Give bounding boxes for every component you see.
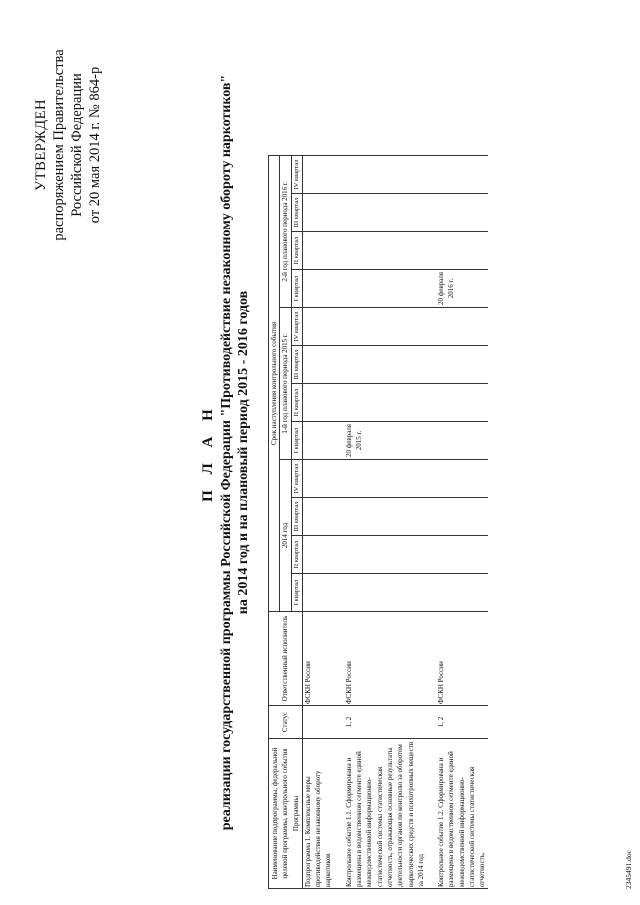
row-date-cell bbox=[334, 536, 426, 574]
approval-line: от 20 мая 2014 г. № 864-р bbox=[87, 66, 103, 224]
row-date-cell bbox=[302, 346, 333, 384]
row-date-cell bbox=[426, 194, 487, 232]
row-date-cell bbox=[426, 498, 487, 536]
row-date-cell bbox=[334, 194, 426, 232]
row-date-cell bbox=[302, 232, 333, 270]
plan-subtitle-line: реализации государственной программы Российской Федерации "Противодействие незаконному обороту наркотиков" bbox=[219, 74, 234, 831]
row-date-cell bbox=[302, 270, 333, 308]
quarter-header: II квартал bbox=[291, 232, 302, 270]
row-date-cell bbox=[426, 536, 487, 574]
row-status-cell bbox=[302, 706, 333, 739]
row-date-cell bbox=[302, 384, 333, 422]
quarter-header: III квартал bbox=[291, 498, 302, 536]
row-date-cell bbox=[334, 308, 426, 346]
row-date-cell bbox=[302, 498, 333, 536]
row-name-cell: Подпрограмма 1. Комплексные меры противодействия незаконному обороту наркотиков bbox=[302, 739, 333, 889]
plan-subtitle-line: на 2014 год и на плановый период 2015 - 2016 годов bbox=[236, 290, 251, 615]
row-date-cell bbox=[302, 536, 333, 574]
row-date-cell bbox=[426, 574, 487, 612]
row-date-cell bbox=[302, 460, 333, 498]
row-executor-cell: ФСКН России bbox=[302, 612, 333, 706]
quarter-header: IV квартал bbox=[291, 156, 302, 194]
plan-table-body bbox=[302, 156, 487, 889]
quarter-header: I квартал bbox=[291, 422, 302, 460]
quarter-header: I квартал bbox=[291, 270, 302, 308]
row-date-cell bbox=[334, 574, 426, 612]
row-date-cell bbox=[426, 232, 487, 270]
row-date-cell bbox=[334, 232, 426, 270]
row-status-cell: 1, 2 bbox=[334, 706, 426, 739]
row-date-cell bbox=[334, 346, 426, 384]
header-status: Статус bbox=[269, 706, 303, 739]
approval-heading: УТВЕРЖДЕН bbox=[33, 99, 49, 191]
header-year-2015: 1-й год планового периода 2015 г. bbox=[280, 308, 291, 460]
row-date-cell bbox=[334, 384, 426, 422]
plan-table bbox=[268, 155, 488, 889]
quarter-header: III квартал bbox=[291, 346, 302, 384]
row-date-cell bbox=[302, 156, 333, 194]
row-date-cell bbox=[426, 384, 487, 422]
row-date-cell bbox=[302, 422, 333, 460]
row-date-cell bbox=[334, 156, 426, 194]
row-date-cell bbox=[334, 498, 426, 536]
quarter-header: IV квартал bbox=[291, 460, 302, 498]
row-executor-cell: ФСКН России bbox=[426, 612, 487, 706]
row-date-cell bbox=[426, 346, 487, 384]
table-row bbox=[426, 156, 487, 889]
header-name: Наименование подпрограммы, федеральной целевой программы, контрольного события Программы bbox=[269, 739, 303, 889]
row-date-cell bbox=[302, 574, 333, 612]
row-date-cell bbox=[302, 194, 333, 232]
row-date-cell bbox=[302, 308, 333, 346]
header-year-2014: 2014 год bbox=[280, 460, 291, 612]
header-executor: Ответственный исполнитель bbox=[269, 612, 303, 706]
approval-line: Российской Федерации bbox=[69, 73, 85, 217]
quarter-header: II квартал bbox=[291, 536, 302, 574]
row-date-cell bbox=[426, 156, 487, 194]
row-date-cell bbox=[426, 460, 487, 498]
plan-title: П Л А Н bbox=[200, 403, 216, 502]
header-deadline: Срок наступления контрольного события bbox=[269, 156, 280, 612]
quarter-header: IV квартал bbox=[291, 308, 302, 346]
row-name-cell: Контрольное событие 1.1. Сформирована и размещена в ведомственном сегменте единой межведомственной информационно-статистической системы статистическая отчетность, отражающая основные результаты деятельности органов по контролю за оборотом наркотических средств и психотропных веществ за 2014 год bbox=[334, 739, 426, 889]
table-row bbox=[334, 156, 426, 889]
quarter-header: I квартал bbox=[291, 574, 302, 612]
row-date-cell: 20 февраля 2015 г. bbox=[334, 422, 426, 460]
approval-stamp bbox=[32, 45, 104, 245]
plan-subtitle bbox=[218, 60, 252, 845]
row-date-cell bbox=[334, 270, 426, 308]
approval-line: распоряжением Правительства bbox=[51, 49, 67, 241]
row-executor-cell: ФСКН России bbox=[334, 612, 426, 706]
quarter-header: II квартал bbox=[291, 384, 302, 422]
header-year-2016: 2-й год планового периода 2016 г. bbox=[280, 156, 291, 308]
row-name-cell: Контрольное событие 1.2. Сформирована и размещена в ведомственном сегменте единой межведомственной информационно-статистической системы статистическая отчетность, bbox=[426, 739, 487, 889]
row-date-cell bbox=[334, 460, 426, 498]
row-date-cell bbox=[426, 422, 487, 460]
table-row bbox=[302, 156, 333, 889]
quarter-header: III квартал bbox=[291, 194, 302, 232]
row-date-cell: 20 февраля 2016 г. bbox=[426, 270, 487, 308]
row-status-cell: 1, 2 bbox=[426, 706, 487, 739]
row-date-cell bbox=[426, 308, 487, 346]
footer-filename: 2345491.doc bbox=[624, 850, 633, 889]
